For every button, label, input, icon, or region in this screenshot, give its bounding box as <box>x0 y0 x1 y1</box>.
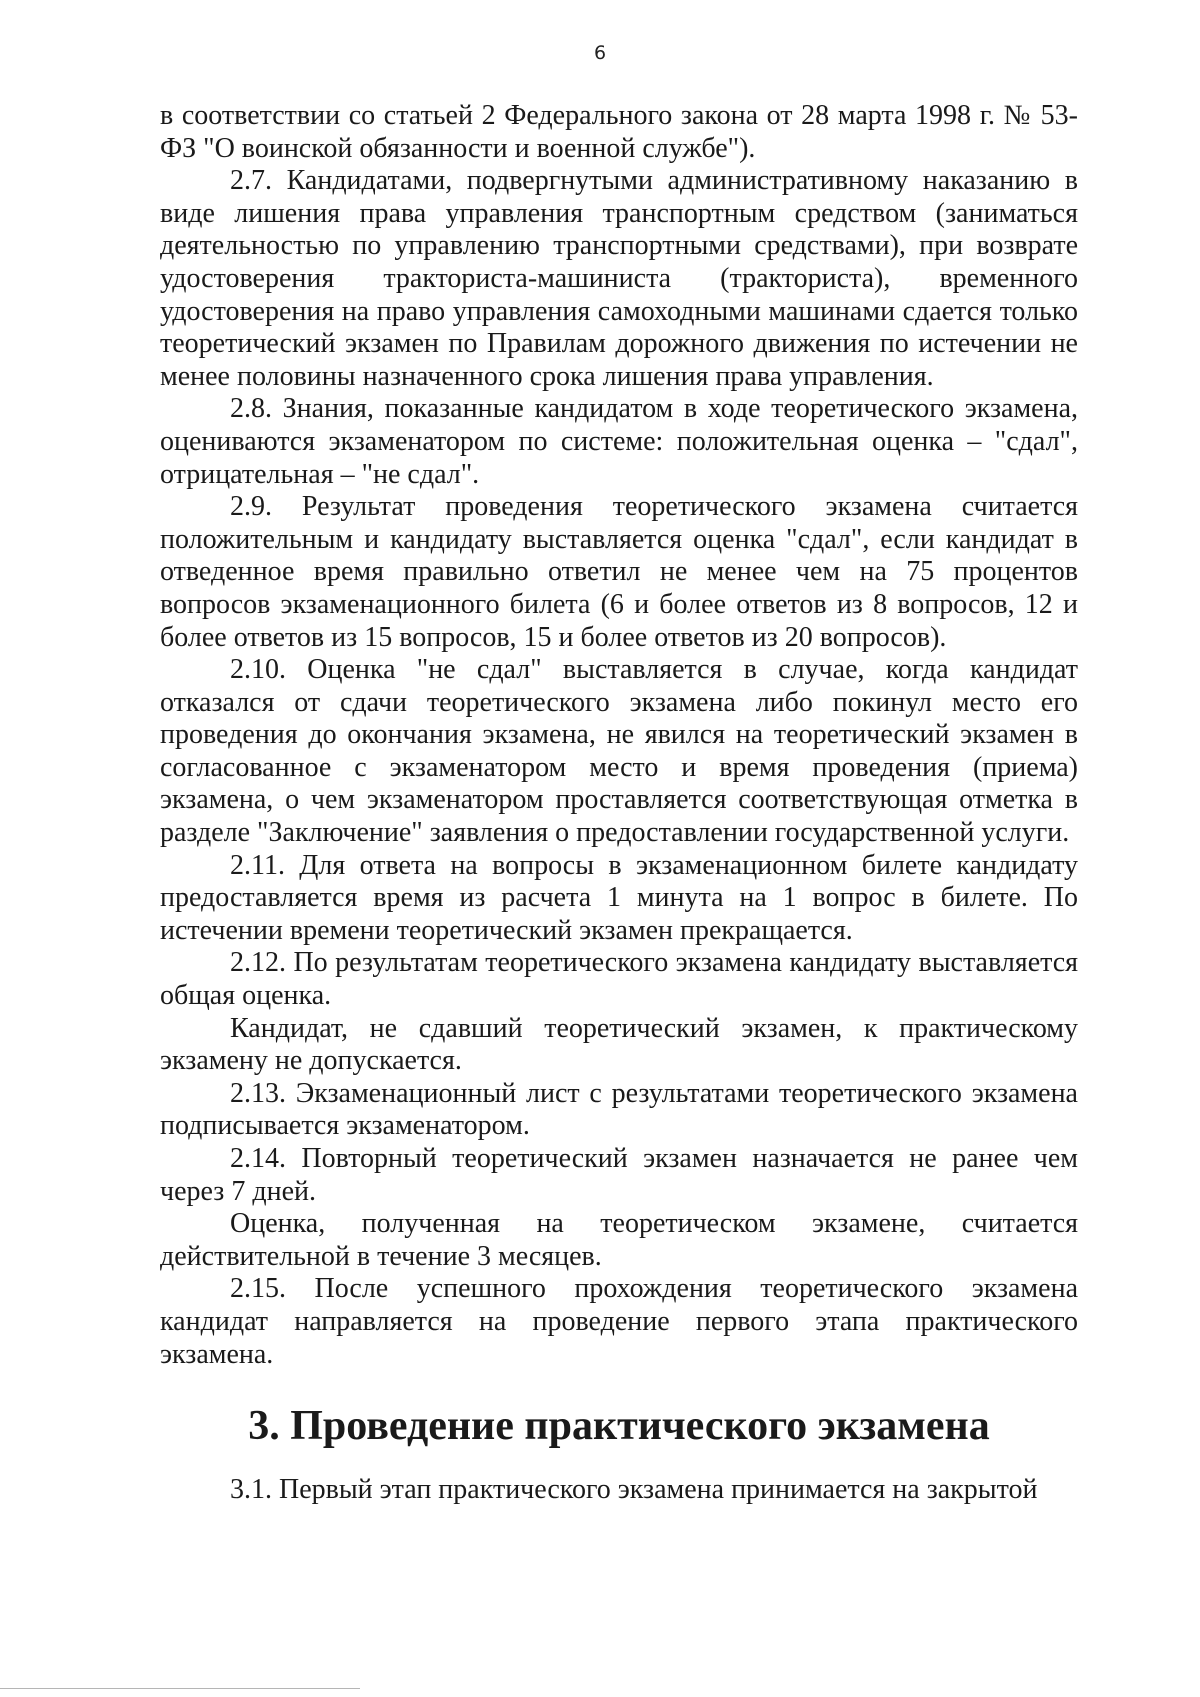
paragraph-2-9: 2.9. Результат проведения теоретического экзамена считается положительным и кандидату выставляется оценка "сдал", если кандидат в отведенное время правильно ответил не менее чем на 75 процентов вопросов экзаменационного билета (6 и более ответов из 8 вопросов, 12 и более ответов из 15 вопросов, 15 и более ответов из 20 вопросов). <box>160 491 1078 653</box>
footer-rule <box>0 1688 360 1689</box>
paragraph-2-7: 2.7. Кандидатами, подвергнутыми административному наказанию в виде лишения права управления транспортным средством (заниматься деятельностью по управлению транспортными средствами), при возврате удостоверения тракториста-машиниста (тракториста), временного удостоверения на право управления самоходными машинами сдается только теоретический экзамен по Правилам дорожного движения по истечении не менее половины назначенного срока лишения права управления. <box>160 165 1078 392</box>
paragraph-2-14: 2.14. Повторный теоретический экзамен назначается не ранее чем через 7 дней. <box>160 1143 1078 1207</box>
paragraph-2-11: 2.11. Для ответа на вопросы в экзаменационном билете кандидату предоставляется время из расчета 1 минута на 1 вопрос в билете. По истечении времени теоретический экзамен прекращается. <box>160 849 1078 946</box>
paragraph-2-14-note: Оценка, полученная на теоретическом экзамене, считается действительной в течение 3 месяцев. <box>160 1208 1078 1272</box>
paragraph-3-1: 3.1. Первый этап практического экзамена принимается на закрытой <box>230 1473 1038 1505</box>
document-body <box>160 100 1078 1506</box>
paragraph-continuation: в соответствии со статьей 2 Федерального закона от 28 марта 1998 г. № 53-ФЗ "О воинской обязанности и военной службе"). <box>160 100 1078 164</box>
paragraph-2-12: 2.12. По результатам теоретического экзамена кандидату выставляется общая оценка. <box>160 947 1078 1012</box>
page-number: 6 <box>593 42 607 64</box>
paragraph-2-13: 2.13. Экзаменационный лист с результатами теоретического экзамена подписывается экзаменатором. <box>160 1077 1078 1142</box>
paragraph-2-10: 2.10. Оценка "не сдал" выставляется в случае, когда кандидат отказался от сдачи теоретического экзамена либо покинул место его проведения до окончания экзамена, не явился на теоретический экзамен в согласованное с экзаменатором место и время проведения (приема) экзамена, о чем экзаменатором проставляется соответствующая отметка в разделе "Заключение" заявления о предоставлении государственной услуги. <box>160 654 1078 849</box>
paragraph-2-8: 2.8. Знания, показанные кандидатом в ходе теоретического экзамена, оцениваются экзаменатором по системе: положительная оценка – "сдал", отрицательная – "не сдал". <box>160 393 1078 490</box>
section-heading: 3. Проведение практического экзамена <box>248 1403 990 1450</box>
paragraph-2-12-note: Кандидат, не сдавший теоретический экзамен, к практическому экзамену не допускается. <box>160 1012 1078 1077</box>
paragraph-2-15: 2.15. После успешного прохождения теоретического экзамена кандидат направляется на проведение первого этапа практического экзамена. <box>160 1273 1078 1370</box>
